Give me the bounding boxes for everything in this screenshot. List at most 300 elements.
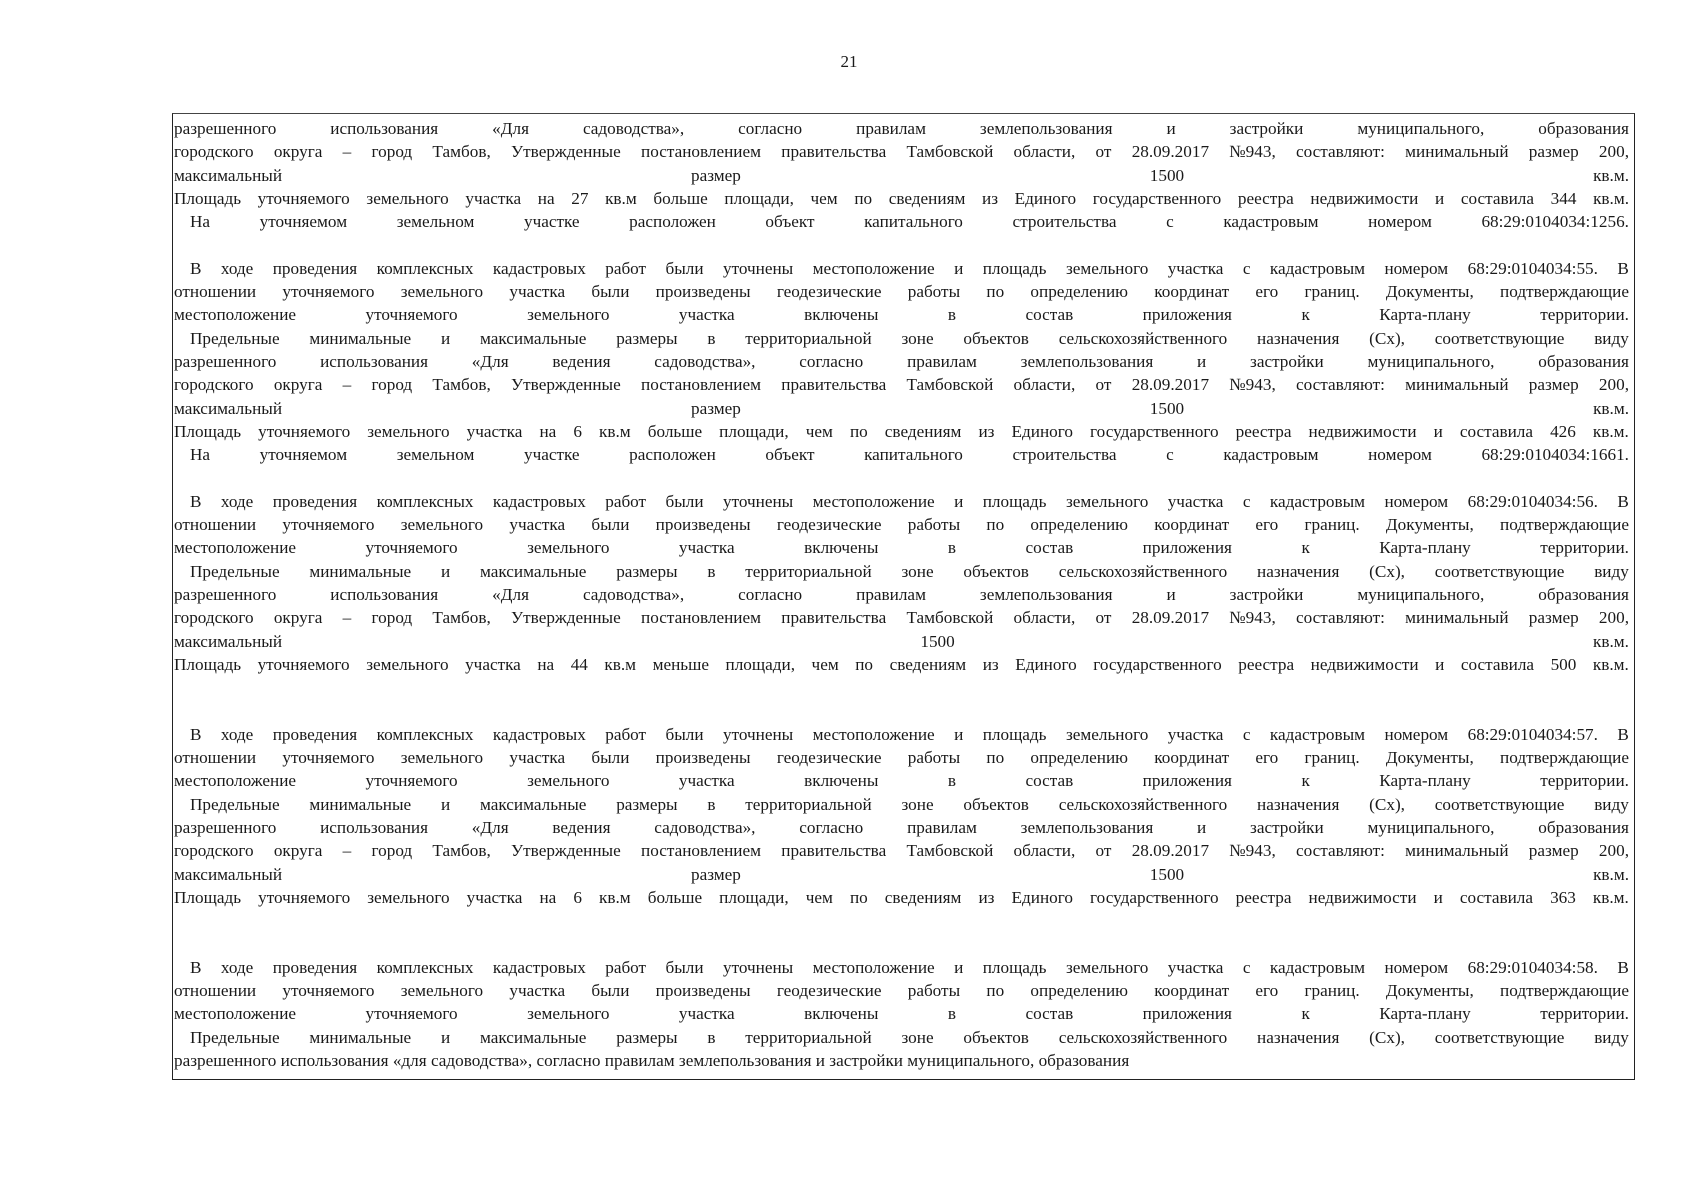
word: участка (509, 980, 566, 1000)
word: Единого (1015, 654, 1077, 674)
word: капитального (864, 212, 963, 232)
word: государственного (1093, 654, 1222, 674)
word: с (1242, 724, 1251, 744)
word: местоположение (174, 538, 297, 558)
word: отношении (174, 515, 257, 535)
word: уточняемом (259, 445, 348, 465)
word: назначения (1257, 1027, 1340, 1047)
word: садоводства», (654, 817, 756, 837)
word: по (986, 980, 1005, 1000)
word: объект (765, 445, 815, 465)
word: земельного (366, 654, 449, 674)
text-line (174, 956, 1629, 979)
word: к (1301, 1004, 1310, 1024)
word: – (342, 142, 352, 162)
word: земельного (1065, 491, 1149, 511)
word: геодезические (776, 282, 882, 302)
word: кадастровых (492, 957, 586, 977)
word: назначения (1257, 561, 1340, 581)
word: разрешенного (174, 119, 277, 138)
text-line (174, 397, 1629, 420)
word: территориальной (745, 561, 872, 581)
word: были (591, 282, 630, 302)
word: садоводства», (582, 584, 685, 604)
word: уточняемого (365, 771, 458, 791)
word: и (1433, 421, 1443, 441)
text-line (174, 420, 1629, 443)
document-text-frame (172, 113, 1635, 1080)
word: город (371, 608, 413, 628)
word: уточняемого (365, 538, 458, 558)
word: кв.м (604, 654, 637, 674)
word: участка (509, 515, 566, 535)
word: участка (466, 887, 523, 907)
word: минимальные (309, 561, 412, 581)
word: участка (1167, 957, 1224, 977)
word: участке (524, 212, 580, 232)
text-line (174, 327, 1629, 350)
word: садоводства», (430, 1050, 533, 1070)
word: согласно (799, 817, 864, 837)
word: 200, (1598, 375, 1629, 395)
word: В (1617, 258, 1629, 278)
word: уточнены (722, 957, 794, 977)
word: чем (810, 188, 838, 208)
word: застройки (1229, 584, 1304, 604)
word: Предельные (190, 561, 280, 581)
word: участка (1167, 491, 1224, 511)
word: подтверждающие (1500, 748, 1629, 768)
word: сведениям (888, 188, 966, 208)
word: геодезические (776, 748, 882, 768)
word: минимальный (1405, 608, 1509, 628)
word: Утвержденные (511, 375, 621, 395)
text-line (174, 1049, 1629, 1072)
word: Карта-плану (1379, 305, 1471, 325)
word: Площадь (174, 654, 242, 674)
word: по (855, 654, 874, 674)
word: и (440, 561, 451, 581)
word: его (1255, 515, 1279, 535)
word: правительства (781, 142, 887, 162)
word: местоположение (812, 258, 935, 278)
word: по (849, 421, 868, 441)
word: размеры (616, 1027, 678, 1047)
word: чем (811, 654, 839, 674)
word: Единого (1014, 188, 1077, 208)
word: Единого (1011, 421, 1073, 441)
text-line (174, 210, 1629, 233)
word: земельного (367, 887, 450, 907)
word: 68:29:0104034:58. (1467, 957, 1598, 977)
word: границ. (1304, 282, 1360, 302)
word: состав (1025, 771, 1074, 791)
word: местоположение (174, 771, 297, 791)
word: уточнены (722, 724, 794, 744)
text-line (174, 164, 1629, 187)
word: ходе (220, 957, 254, 977)
word: определению (1030, 748, 1129, 768)
word: приложения (1142, 305, 1232, 325)
word: (Сх), (1369, 328, 1405, 348)
word: В (1617, 724, 1629, 744)
word: больше (647, 887, 703, 907)
word: сельскохозяйственного (1058, 794, 1228, 814)
word: постановлением (641, 841, 761, 861)
word: использования (320, 817, 429, 837)
paragraph-gap (174, 233, 1629, 256)
word: город (371, 142, 413, 162)
word: в (947, 538, 956, 558)
word: земельного (1065, 258, 1149, 278)
word: Тамбовской (906, 608, 994, 628)
word: «Для (471, 817, 509, 837)
word: правилам (856, 584, 926, 604)
word: уточняемого (365, 1004, 458, 1024)
word: садоводства», (654, 351, 756, 371)
word: и (1433, 887, 1443, 907)
word: территориальной (745, 328, 872, 348)
word: максимальные (479, 1027, 587, 1047)
word: 1500 (1149, 165, 1185, 185)
word: работ (605, 491, 647, 511)
word: округа (273, 608, 323, 628)
text-line (174, 863, 1629, 886)
word: – (342, 608, 352, 628)
word: площадь (982, 724, 1047, 744)
word: его (1255, 980, 1279, 1000)
word: Предельные (190, 794, 280, 814)
word: из (978, 421, 995, 441)
word: правительства (781, 608, 887, 628)
word: с (1166, 212, 1174, 232)
word: В (1617, 957, 1629, 977)
word: 68:29:0104034:56. (1467, 491, 1598, 511)
word: 68:29:0104034:55. (1467, 258, 1598, 278)
word: чем (805, 887, 833, 907)
word: земельного (366, 188, 449, 208)
word: образования (1538, 817, 1629, 837)
word: реестра (1235, 887, 1292, 907)
word: определению (1030, 515, 1129, 535)
word: координат (1154, 282, 1230, 302)
word: застройки (829, 1050, 903, 1070)
text-line (174, 560, 1629, 583)
word: участка (678, 771, 735, 791)
word: и (954, 957, 964, 977)
word: (Сх), (1369, 1027, 1405, 1047)
word: территориальной (745, 1027, 872, 1047)
word: сельскохозяйственного (1058, 328, 1228, 348)
text-line (174, 140, 1629, 163)
word: ведения (552, 351, 611, 371)
word: «Для (492, 584, 529, 604)
word: меньше (652, 654, 709, 674)
word: и (1166, 119, 1176, 138)
word: и (440, 328, 451, 348)
word: ходе (220, 491, 254, 511)
word: области, (1013, 608, 1076, 628)
text-line (174, 1026, 1629, 1049)
word: городского (174, 142, 254, 162)
word: номером (1384, 957, 1449, 977)
word: 200, (1598, 608, 1629, 628)
word: и (1197, 351, 1207, 371)
word: произведены (655, 980, 751, 1000)
word: уточняемого (258, 421, 351, 441)
word: размер (1528, 841, 1579, 861)
word: в (707, 1027, 716, 1047)
word: работы (907, 748, 961, 768)
word: составляют: (1296, 608, 1385, 628)
word: области, (1013, 375, 1076, 395)
word: участке (524, 445, 580, 465)
word: 27 (571, 188, 589, 208)
word: – (342, 841, 352, 861)
word: округа (273, 375, 323, 395)
word: земельного (400, 515, 484, 535)
word: 68:29:0104034:1661. (1481, 445, 1629, 465)
text-line (174, 303, 1629, 326)
word: В (1617, 491, 1629, 511)
word: Документы, (1385, 980, 1474, 1000)
word: – (342, 375, 352, 395)
word: На (190, 212, 211, 232)
word: и (1435, 188, 1445, 208)
document-body (174, 117, 1629, 1072)
word: земельном (396, 445, 475, 465)
word: уточняемого (257, 654, 350, 674)
word: Документы, (1385, 748, 1474, 768)
word: кадастровым (1223, 212, 1319, 232)
word: государственного (1090, 421, 1219, 441)
word: назначения (1257, 794, 1340, 814)
word: в (707, 561, 716, 581)
text-line (174, 280, 1629, 303)
word: государственного (1092, 188, 1222, 208)
word: минимальный (1405, 142, 1509, 162)
word: состав (1025, 538, 1074, 558)
word: Тамбовской (906, 375, 994, 395)
word: земельного (367, 421, 450, 441)
word: государственного (1090, 887, 1219, 907)
word: правилам (907, 817, 977, 837)
word: земельного (527, 305, 610, 325)
text-line (174, 187, 1629, 210)
word: участка (678, 305, 735, 325)
word: 500 (1550, 654, 1577, 674)
word: размер (690, 398, 741, 418)
word: кв.м. (1592, 887, 1629, 907)
word: и (1197, 817, 1207, 837)
word: застройки (1250, 351, 1324, 371)
text-line (174, 373, 1629, 396)
word: Утвержденные (511, 841, 621, 861)
word: кадастровых (492, 258, 586, 278)
word: номером (1368, 212, 1432, 232)
word: по (986, 748, 1005, 768)
word: соответствующие (1434, 328, 1565, 348)
word: разрешенного (174, 1050, 277, 1070)
word: максимальные (479, 561, 587, 581)
word: В (190, 724, 202, 744)
word: проведения (272, 957, 358, 977)
text-block (174, 257, 1629, 467)
paragraph-gap (174, 466, 1629, 489)
text-line (174, 630, 1629, 653)
page-number: 21 (840, 52, 858, 71)
word: землепользования (1020, 817, 1154, 837)
word: включены (804, 538, 879, 558)
word: территории. (1540, 538, 1629, 558)
word: максимальные (479, 794, 587, 814)
word: области, (1013, 142, 1076, 162)
text-block (174, 117, 1629, 233)
word: земельного (527, 538, 610, 558)
text-line (174, 979, 1629, 1002)
word: площадь (982, 258, 1047, 278)
word: недвижимости (1308, 887, 1417, 907)
text-block (174, 490, 1629, 676)
word: согласно (799, 351, 864, 371)
word: территории. (1540, 1004, 1629, 1024)
word: Документы, (1385, 515, 1474, 535)
word: работ (605, 957, 647, 977)
word: кадастровым (1223, 445, 1319, 465)
word: 344 (1550, 188, 1577, 208)
word: размер (1528, 375, 1579, 395)
word: Площадь (174, 421, 242, 441)
word: площади, (724, 188, 794, 208)
word: кв.м (599, 421, 631, 441)
word: сельскохозяйственного (1058, 1027, 1228, 1047)
word: работ (605, 258, 647, 278)
word: В (190, 491, 202, 511)
word: «Для (471, 351, 509, 371)
word: 28.09.2017 (1131, 142, 1210, 162)
text-block (174, 956, 1629, 1072)
word: уточняемого (282, 748, 375, 768)
word: Тамбовской (906, 142, 994, 162)
word: 1500 (920, 631, 955, 651)
word: земельного (1065, 957, 1149, 977)
word: к (1301, 305, 1310, 325)
word: садоводства», (582, 119, 685, 138)
word: согласно (738, 584, 803, 604)
word: площади, (719, 887, 789, 907)
word: области, (1013, 841, 1076, 861)
word: участка (1167, 258, 1224, 278)
word: объектов (963, 328, 1029, 348)
word: к (1301, 538, 1310, 558)
word: участка (678, 1004, 735, 1024)
text-line (174, 769, 1629, 792)
word: сведениям (884, 887, 962, 907)
word: Тамбов, (432, 608, 491, 628)
word: городского (174, 841, 254, 861)
word: кв.м (605, 188, 637, 208)
word: назначения (1257, 328, 1340, 348)
text-line (174, 117, 1629, 140)
word: составила (1459, 421, 1533, 441)
word: и (954, 258, 964, 278)
word: размеры (616, 794, 678, 814)
text-line (174, 536, 1629, 559)
word: были (591, 980, 630, 1000)
word: приложения (1142, 771, 1232, 791)
word: участка (509, 748, 566, 768)
word: земельного (1065, 724, 1149, 744)
word: номером (1384, 724, 1449, 744)
word: №943, (1229, 841, 1276, 861)
word: по (854, 188, 873, 208)
word: чем (805, 421, 833, 441)
word: были (591, 748, 630, 768)
word: территории. (1540, 305, 1629, 325)
word: состав (1025, 1004, 1074, 1024)
word: муниципального, (907, 1050, 1035, 1070)
word: размер (690, 864, 741, 884)
word: объектов (963, 1027, 1029, 1047)
word: кв.м. (1593, 864, 1629, 884)
word: уточняемого (257, 188, 350, 208)
word: постановлением (641, 142, 761, 162)
word: размеры (616, 328, 678, 348)
word: размер (690, 165, 741, 185)
word: 44 (570, 654, 588, 674)
word: из (982, 654, 999, 674)
word: Утвержденные (511, 608, 621, 628)
word: отношении (174, 980, 257, 1000)
word: размер (1528, 608, 1579, 628)
word: минимальные (309, 328, 412, 348)
word: реестра (1235, 421, 1292, 441)
word: номером (1368, 445, 1432, 465)
word: уточняемого (365, 305, 458, 325)
text-line (174, 513, 1629, 536)
word: максимальный (174, 631, 283, 651)
word: использования (330, 119, 439, 138)
word: На (190, 445, 211, 465)
word: кадастровых (492, 724, 586, 744)
word: к (1301, 771, 1310, 791)
text-line (174, 839, 1629, 862)
word: образования (1038, 1050, 1130, 1070)
word: были (665, 491, 704, 511)
word: минимальные (309, 1027, 412, 1047)
word: координат (1154, 515, 1230, 535)
word: из (978, 887, 995, 907)
word: соответствующие (1434, 561, 1565, 581)
word: 28.09.2017 (1131, 608, 1210, 628)
word: Тамбов, (432, 142, 491, 162)
word: 68:29:0104034:57. (1467, 724, 1598, 744)
text-line (174, 793, 1629, 816)
word: кадастровым (1269, 258, 1366, 278)
word: расположен (629, 445, 716, 465)
word: по (849, 887, 868, 907)
word: образования (1538, 351, 1629, 371)
word: муниципального, (1367, 351, 1495, 371)
word: включены (804, 771, 879, 791)
word: с (1242, 491, 1251, 511)
word: были (665, 258, 704, 278)
word: Карта-плану (1379, 538, 1471, 558)
word: комплексных (376, 724, 474, 744)
word: муниципального, (1357, 584, 1485, 604)
word: кадастровым (1269, 957, 1366, 977)
word: местоположение (174, 305, 297, 325)
